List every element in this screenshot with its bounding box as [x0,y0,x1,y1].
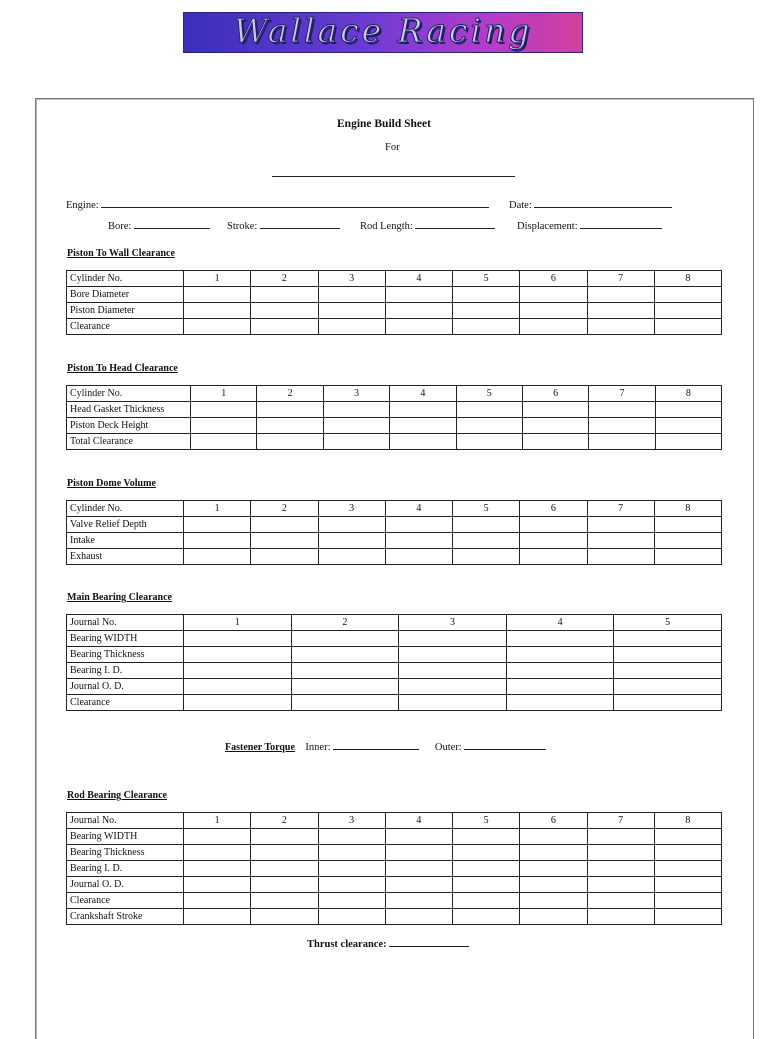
entry-cell[interactable] [587,829,654,845]
entry-cell[interactable] [654,845,721,861]
column-number: 1 [184,615,292,631]
entry-cell[interactable] [318,893,385,909]
entry-cell[interactable] [587,909,654,925]
entry-cell[interactable] [385,909,452,925]
entry-cell[interactable] [385,877,452,893]
entry-cell[interactable] [453,861,520,877]
column-number: 5 [456,386,522,402]
bore-label: Bore: [108,221,132,232]
column-number: 7 [587,813,654,829]
entry-cell[interactable] [385,549,452,565]
entry-cell[interactable] [453,845,520,861]
for-name-field[interactable] [272,176,515,177]
column-number: 1 [184,271,251,287]
entry-cell[interactable] [323,434,389,450]
piston-dome-title: Piston Dome Volume [67,478,156,489]
entry-cell[interactable] [453,517,520,533]
table-row [67,418,722,434]
entry-cell[interactable] [251,845,318,861]
entry-cell[interactable] [251,549,318,565]
entry-cell[interactable] [390,402,456,418]
entry-cell[interactable] [184,647,292,663]
entry-cell[interactable] [506,631,614,647]
entry-cell[interactable] [654,861,721,877]
wallace-racing-logo [183,12,583,53]
row-label: Clearance [67,695,184,711]
entry-cell[interactable] [191,402,257,418]
column-number: 2 [251,813,318,829]
column-number: 8 [655,386,721,402]
table-header-label: Cylinder No. [67,271,184,287]
entry-cell[interactable] [520,303,587,319]
entry-cell[interactable] [385,303,452,319]
thrust-clearance-label: Thrust clearance: [307,939,387,950]
entry-cell[interactable] [520,845,587,861]
entry-cell[interactable] [385,533,452,549]
entry-cell[interactable] [257,434,323,450]
entry-cell[interactable] [323,418,389,434]
entry-cell[interactable] [654,549,721,565]
entry-cell[interactable] [587,287,654,303]
rod-length-field[interactable] [415,219,495,229]
column-number: 5 [453,501,520,517]
entry-cell[interactable] [587,893,654,909]
column-number: 3 [318,813,385,829]
entry-cell[interactable] [318,861,385,877]
table-row [67,663,722,679]
bore-field[interactable] [134,219,210,229]
entry-cell[interactable] [520,877,587,893]
column-number: 2 [257,386,323,402]
entry-cell[interactable] [456,434,522,450]
entry-cell[interactable] [191,418,257,434]
entry-cell[interactable] [654,517,721,533]
entry-cell[interactable] [587,303,654,319]
rod-bearing-table [66,812,722,925]
entry-cell[interactable] [385,893,452,909]
table-row [67,647,722,663]
entry-cell[interactable] [587,861,654,877]
entry-cell[interactable] [399,647,507,663]
row-label: Clearance [67,319,184,335]
fastener-inner-field[interactable] [333,740,419,750]
entry-cell[interactable] [318,877,385,893]
entry-cell[interactable] [587,877,654,893]
piston-to-head-table [66,385,722,450]
table-row [67,893,722,909]
entry-cell[interactable] [589,402,655,418]
entry-cell[interactable] [399,663,507,679]
entry-cell[interactable] [385,829,452,845]
stroke-label: Stroke: [227,221,258,232]
entry-cell[interactable] [184,287,251,303]
document-title: Engine Build Sheet [337,118,431,130]
column-number: 8 [654,271,721,287]
entry-cell[interactable] [453,829,520,845]
row-label: Journal O. D. [67,877,184,893]
entry-cell[interactable] [399,631,507,647]
entry-cell[interactable] [614,663,722,679]
table-row [67,679,722,695]
column-number: 4 [385,813,452,829]
entry-cell[interactable] [291,631,399,647]
entry-cell[interactable] [184,319,251,335]
entry-cell[interactable] [251,517,318,533]
column-number: 4 [385,501,452,517]
table-row [67,402,722,418]
row-label: Head Gasket Thickness [67,402,191,418]
piston-to-head-title: Piston To Head Clearance [67,363,178,374]
fastener-outer-label: Outer: [434,742,462,753]
entry-cell[interactable] [520,829,587,845]
thrust-clearance-field[interactable] [389,937,469,947]
entry-cell[interactable] [251,287,318,303]
row-label: Total Clearance [67,434,191,450]
date-field[interactable] [534,198,672,208]
row-label: Bearing Thickness [67,647,184,663]
column-number: 5 [453,271,520,287]
main-bearing-title: Main Bearing Clearance [67,592,172,603]
entry-cell[interactable] [587,517,654,533]
fastener-inner-label: Inner: [305,742,331,753]
piston-to-wall-table [66,270,722,335]
entry-cell[interactable] [589,434,655,450]
entry-cell[interactable] [520,549,587,565]
column-number: 2 [251,501,318,517]
entry-cell[interactable] [184,829,251,845]
entry-cell[interactable] [251,533,318,549]
entry-cell[interactable] [184,679,292,695]
entry-cell[interactable] [251,829,318,845]
entry-cell[interactable] [385,517,452,533]
row-label: Crankshaft Stroke [67,909,184,925]
entry-cell[interactable] [399,695,507,711]
entry-cell[interactable] [654,877,721,893]
entry-cell[interactable] [587,845,654,861]
column-number: 5 [453,813,520,829]
entry-cell[interactable] [291,695,399,711]
entry-cell[interactable] [520,517,587,533]
row-label: Intake [67,533,184,549]
column-number: 6 [520,813,587,829]
entry-cell[interactable] [318,549,385,565]
entry-cell[interactable] [655,402,721,418]
entry-cell[interactable] [587,533,654,549]
table-row [67,829,722,845]
table-header-label: Journal No. [67,615,184,631]
entry-cell[interactable] [318,533,385,549]
table-row [67,517,722,533]
column-number: 5 [614,615,722,631]
entry-cell[interactable] [184,909,251,925]
entry-cell[interactable] [520,861,587,877]
piston-to-wall-title: Piston To Wall Clearance [67,248,175,259]
row-label: Piston Deck Height [67,418,191,434]
column-number: 8 [654,501,721,517]
row-label: Bore Diameter [67,287,184,303]
entry-cell[interactable] [385,319,452,335]
entry-cell[interactable] [184,845,251,861]
entry-cell[interactable] [655,434,721,450]
entry-cell[interactable] [654,533,721,549]
column-number: 3 [318,501,385,517]
entry-cell[interactable] [323,402,389,418]
entry-cell[interactable] [184,695,292,711]
entry-cell[interactable] [318,829,385,845]
column-number: 6 [520,271,587,287]
entry-cell[interactable] [614,631,722,647]
column-number: 3 [323,386,389,402]
table-header-row [67,615,722,631]
entry-cell[interactable] [257,402,323,418]
table-header-row [67,813,722,829]
column-number: 7 [589,386,655,402]
table-row [67,434,722,450]
entry-cell[interactable] [453,287,520,303]
entry-cell[interactable] [184,663,292,679]
column-number: 3 [318,271,385,287]
entry-cell[interactable] [318,845,385,861]
table-row [67,549,722,565]
column-number: 8 [654,813,721,829]
row-label: Clearance [67,893,184,909]
entry-cell[interactable] [318,287,385,303]
entry-cell[interactable] [251,893,318,909]
stroke-field[interactable] [260,219,340,229]
entry-cell[interactable] [184,303,251,319]
entry-cell[interactable] [520,319,587,335]
column-number: 4 [385,271,452,287]
entry-cell[interactable] [184,861,251,877]
entry-cell[interactable] [184,533,251,549]
column-number: 1 [184,501,251,517]
entry-cell[interactable] [184,631,292,647]
main-bearing-table [66,614,722,711]
entry-cell[interactable] [385,845,452,861]
fastener-torque-title: Fastener Torque [225,742,295,753]
row-label: Bearing WIDTH [67,829,184,845]
logo-text: Wallace Racing [233,12,533,50]
table-header-label: Cylinder No. [67,386,191,402]
column-number: 2 [251,271,318,287]
row-label: Journal O. D. [67,679,184,695]
entry-cell[interactable] [654,829,721,845]
entry-cell[interactable] [520,287,587,303]
entry-cell[interactable] [251,319,318,335]
entry-cell[interactable] [654,303,721,319]
table-header-row [67,501,722,517]
table-header-label: Cylinder No. [67,501,184,517]
entry-cell[interactable] [614,647,722,663]
entry-cell[interactable] [251,877,318,893]
table-row [67,845,722,861]
entry-cell[interactable] [614,679,722,695]
entry-cell[interactable] [184,877,251,893]
table-row [67,287,722,303]
entry-cell[interactable] [456,402,522,418]
displacement-label: Displacement: [517,221,578,232]
table-row [67,303,722,319]
engine-field[interactable] [101,198,489,208]
entry-cell[interactable] [291,647,399,663]
entry-cell[interactable] [390,434,456,450]
table-row [67,319,722,335]
column-number: 2 [291,615,399,631]
table-row [67,909,722,925]
column-number: 7 [587,271,654,287]
entry-cell[interactable] [506,679,614,695]
table-row [67,877,722,893]
table-row [67,533,722,549]
piston-dome-table [66,500,722,565]
entry-cell[interactable] [522,402,588,418]
entry-cell[interactable] [257,418,323,434]
entry-cell[interactable] [385,287,452,303]
entry-cell[interactable] [456,418,522,434]
entry-cell[interactable] [390,418,456,434]
entry-cell[interactable] [251,861,318,877]
entry-cell[interactable] [191,434,257,450]
entry-cell[interactable] [589,418,655,434]
column-number: 3 [399,615,507,631]
table-header-label: Journal No. [67,813,184,829]
entry-cell[interactable] [506,647,614,663]
for-label: For [385,142,400,153]
table-row [67,861,722,877]
column-number: 1 [184,813,251,829]
entry-cell[interactable] [453,909,520,925]
entry-cell[interactable] [587,549,654,565]
row-label: Valve Relief Depth [67,517,184,533]
entry-cell[interactable] [318,303,385,319]
entry-cell[interactable] [318,319,385,335]
entry-cell[interactable] [453,893,520,909]
table-header-row [67,386,722,402]
entry-cell[interactable] [453,303,520,319]
row-label: Bearing I. D. [67,663,184,679]
row-label: Piston Diameter [67,303,184,319]
entry-cell[interactable] [520,893,587,909]
rod-length-label: Rod Length: [360,221,413,232]
entry-cell[interactable] [251,909,318,925]
column-number: 6 [520,501,587,517]
entry-cell[interactable] [453,549,520,565]
entry-cell[interactable] [506,695,614,711]
displacement-field[interactable] [580,219,662,229]
entry-cell[interactable] [587,319,654,335]
entry-cell[interactable] [654,319,721,335]
entry-cell[interactable] [453,877,520,893]
entry-cell[interactable] [385,861,452,877]
entry-cell[interactable] [506,663,614,679]
row-label: Bearing Thickness [67,845,184,861]
row-label: Bearing WIDTH [67,631,184,647]
entry-cell[interactable] [654,893,721,909]
entry-cell[interactable] [318,517,385,533]
date-label: Date: [509,200,532,211]
column-number: 6 [522,386,588,402]
row-label: Exhaust [67,549,184,565]
entry-cell[interactable] [291,679,399,695]
entry-cell[interactable] [520,909,587,925]
entry-cell[interactable] [522,434,588,450]
entry-cell[interactable] [654,909,721,925]
table-row [67,695,722,711]
table-header-row [67,271,722,287]
column-number: 1 [191,386,257,402]
entry-cell[interactable] [654,287,721,303]
fastener-outer-field[interactable] [464,740,546,750]
entry-cell[interactable] [520,533,587,549]
entry-cell[interactable] [184,893,251,909]
row-label: Bearing I. D. [67,861,184,877]
entry-cell[interactable] [655,418,721,434]
entry-cell[interactable] [453,319,520,335]
entry-cell[interactable] [614,695,722,711]
entry-cell[interactable] [318,909,385,925]
engine-label: Engine: [66,200,99,211]
rod-bearing-title: Rod Bearing Clearance [67,790,167,801]
entry-cell[interactable] [184,517,251,533]
entry-cell[interactable] [522,418,588,434]
column-number: 4 [390,386,456,402]
entry-cell[interactable] [453,533,520,549]
entry-cell[interactable] [291,663,399,679]
column-number: 4 [506,615,614,631]
entry-cell[interactable] [399,679,507,695]
table-row [67,631,722,647]
entry-cell[interactable] [184,549,251,565]
column-number: 7 [587,501,654,517]
entry-cell[interactable] [251,303,318,319]
